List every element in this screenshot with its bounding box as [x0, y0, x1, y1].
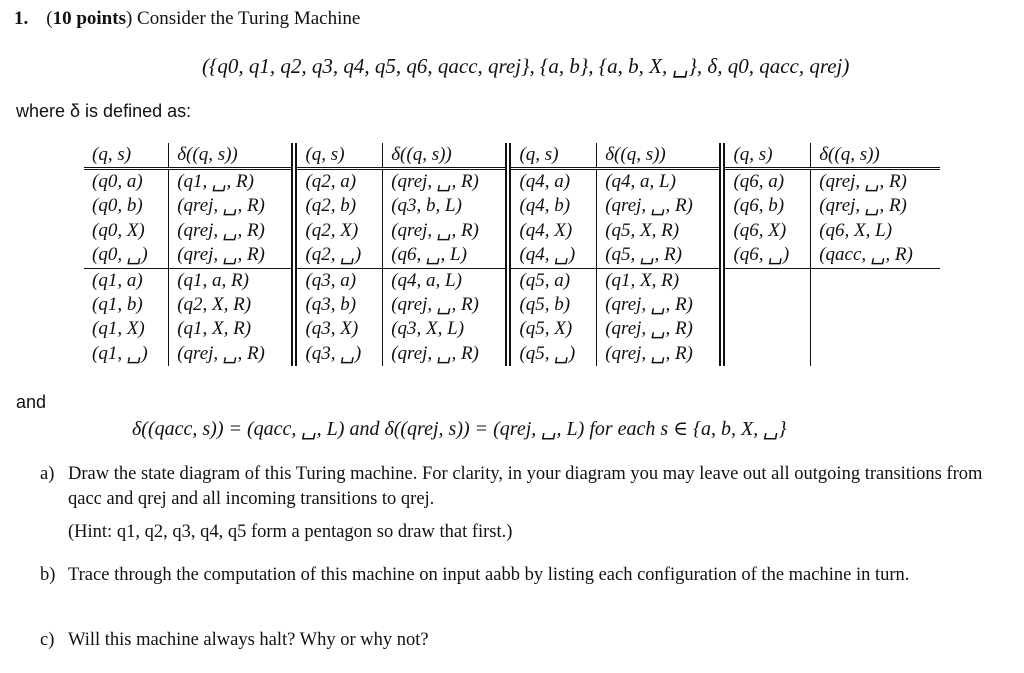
delta-cell: (qrej, ␣, R) [169, 219, 295, 243]
state-cell: (q1, ␣) [84, 342, 169, 366]
state-cell: (q1, a) [84, 268, 169, 293]
state-cell: (q2, X) [294, 219, 382, 243]
delta-cell: (q1, ␣, R) [169, 169, 295, 195]
delta-cell: (q4, a, L) [383, 268, 509, 293]
table-row [84, 317, 940, 341]
problem-header: 1. (10 points) Consider the Turing Machine [14, 8, 361, 29]
delta-cell: (q5, ␣, R) [597, 243, 723, 268]
delta-cell: (qrej, ␣, R) [597, 293, 723, 317]
table-row [84, 169, 940, 195]
header-delta-1: δ((q, s)) [169, 143, 295, 169]
delta-cell: (qacc, ␣, R) [811, 243, 940, 268]
delta-cell: (q4, a, L) [597, 169, 723, 195]
turing-machine-tuple: ({q0, q1, q2, q3, q4, q5, q6, qacc, qrej}, {a, b}, {a, b, X, ␣}, δ, q0, qacc, qrej) [202, 54, 850, 78]
problem-points: 10 points [52, 8, 126, 29]
delta-cell: (q1, a, R) [169, 268, 295, 293]
delta-cell: (qrej, ␣, R) [383, 342, 509, 366]
state-cell: (q5, X) [508, 317, 596, 341]
and-text: and [16, 392, 47, 412]
special-transition-rule: δ((qacc, s)) = (qacc, ␣, L) and δ((qrej, s)) = (qrej, ␣, L) for each s ∈ {a, b, X, ␣} [132, 418, 787, 440]
delta-cell: (qrej, ␣, R) [597, 317, 723, 341]
part-c-label: c) [40, 630, 55, 650]
state-cell: (q5, ␣) [508, 342, 596, 366]
state-cell: (q0, X) [84, 219, 169, 243]
empty-cell [811, 293, 940, 317]
header-state-3: (q, s) [508, 143, 596, 169]
state-cell: (q6, X) [722, 219, 810, 243]
empty-cell [811, 317, 940, 341]
state-cell: (q0, a) [84, 169, 169, 195]
header-delta-2: δ((q, s)) [383, 143, 509, 169]
state-cell: (q1, b) [84, 293, 169, 317]
state-cell: (q5, a) [508, 268, 596, 293]
table-row [84, 342, 940, 366]
state-cell: (q4, b) [508, 194, 596, 218]
delta-cell: (qrej, ␣, R) [383, 219, 509, 243]
state-cell: (q4, ␣) [508, 243, 596, 268]
table-row [84, 194, 940, 218]
table-row [84, 243, 940, 268]
state-cell: (q0, b) [84, 194, 169, 218]
state-cell: (q4, a) [508, 169, 596, 195]
problem-number: 1. [14, 8, 29, 29]
state-cell: (q4, X) [508, 219, 596, 243]
delta-cell: (q1, X, R) [169, 317, 295, 341]
state-cell: (q1, X) [84, 317, 169, 341]
delta-cell: (q1, X, R) [597, 268, 723, 293]
part-a-label: a) [40, 464, 55, 484]
part-a-text: Draw the state diagram of this Turing machine. For clarity, in your diagram you may leave out all outgoing transitions from qacc and qrej and all incoming transitions to qrej. [68, 464, 983, 509]
part-c-text: Will this machine always halt? Why or why not? [68, 630, 429, 650]
delta-cell: (qrej, ␣, R) [819, 171, 907, 192]
state-cell: (q6, a) [722, 169, 810, 195]
header-delta-3: δ((q, s)) [597, 143, 723, 169]
problem-intro: Consider the Turing Machine [137, 8, 361, 29]
where-text: where δ is defined as: [16, 101, 192, 121]
delta-cell: (q3, X, L) [383, 317, 509, 341]
state-cell: (q6, b) [722, 194, 810, 218]
state-cell: (q3, ␣) [294, 342, 382, 366]
delta-cell: (qrej, ␣, R) [819, 195, 907, 217]
delta-cell: (qrej, ␣, R) [169, 243, 295, 268]
delta-cell: (qrej, ␣, R) [597, 194, 723, 218]
delta-cell: (q6, X, L) [819, 219, 893, 241]
delta-cell: (qrej, ␣, R) [169, 194, 295, 218]
state-cell: (q2, a) [294, 169, 382, 195]
header-delta-4: δ((q, s)) [811, 143, 940, 169]
delta-cell: (qrej, ␣, R) [169, 342, 295, 366]
table-row [84, 268, 940, 293]
header-state-2: (q, s) [294, 143, 382, 169]
state-cell: (q5, b) [508, 293, 596, 317]
empty-cell [722, 317, 810, 341]
delta-cell: (q6, ␣, L) [383, 243, 509, 268]
state-cell: (q0, ␣) [84, 243, 169, 268]
transition-table [84, 143, 940, 366]
empty-cell [811, 268, 940, 293]
part-a-hint: (Hint: q1, q2, q3, q4, q5 form a pentagon so draw that first.) [68, 522, 513, 542]
delta-cell: (qrej, ␣, R) [597, 342, 723, 366]
part-b-text: Trace through the computation of this machine on input aabb by listing each configuration of the machine in turn. [68, 565, 910, 585]
empty-cell [722, 268, 810, 293]
header-state-4: (q, s) [722, 143, 810, 169]
transition-table-header [84, 143, 940, 169]
state-cell: (q3, X) [294, 317, 382, 341]
delta-cell: (q3, b, L) [383, 194, 509, 218]
state-cell: (q2, ␣) [294, 243, 382, 268]
header-state-1: (q, s) [84, 143, 169, 169]
table-row [84, 293, 940, 317]
state-cell: (q3, a) [294, 268, 382, 293]
empty-cell [811, 342, 940, 366]
state-cell: (q2, b) [294, 194, 382, 218]
delta-cell: (qrej, ␣, R) [383, 293, 509, 317]
part-b-label: b) [40, 565, 56, 585]
table-row [84, 219, 940, 243]
delta-cell: (qrej, ␣, R) [383, 169, 509, 195]
empty-cell [722, 342, 810, 366]
state-cell: (q6, ␣) [722, 243, 810, 268]
state-cell: (q3, b) [294, 293, 382, 317]
delta-cell: (q5, X, R) [597, 219, 723, 243]
empty-cell [722, 293, 810, 317]
delta-cell: (q2, X, R) [169, 293, 295, 317]
